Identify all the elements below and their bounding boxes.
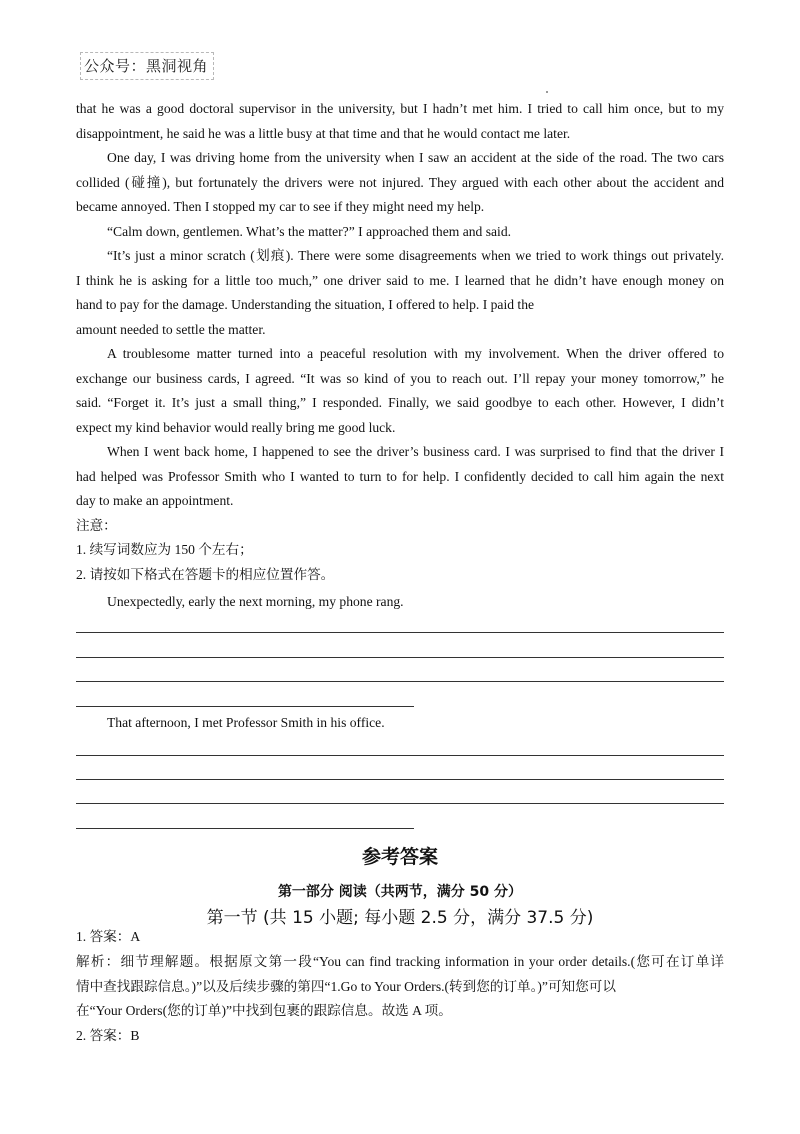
writing-line [76,681,724,682]
notes-item: 1. 续写词数应为 150 个左右； [76,542,253,557]
writing-line [76,779,724,780]
story-line: said. “Forget it. It’s just a small thing,” I responded. Finally, we said goodbye to each other. However, I didn’t [76,395,724,410]
prompt-paragraph-1: Unexpectedly, early the next morning, my phone rang. [107,594,404,609]
explanation-line: 解析：细节理解题。根据原文第一段“You can find tracking information in your order details.(您可在订单详 [76,954,724,969]
section-title: 第一节 (共 15 小题; 每小题 2.5 分，满分 37.5 分) [206,908,594,928]
writing-line [76,632,724,633]
story-line: A troublesome matter turned into a peaceful resolution with my involvement. When the driver offered to [107,346,724,361]
prompt-paragraph-2: That afternoon, I met Professor Smith in his office. [107,715,385,730]
story-line: expect my kind behavior would really bring me good luck. [76,420,396,435]
explanation-line: 在“Your Orders(您的订单)”中找到包裹的跟踪信息。故选 A 项。 [76,1003,452,1018]
writing-line [76,657,724,658]
notes-heading: 注意： [76,518,117,533]
story-line: amount needed to settle the matter. [76,322,266,337]
story-line: that he was a good doctoral supervisor in the university, but I hadn’t met him. I tried to call him once, but to my [76,101,724,116]
story-line: day to make an appointment. [76,493,234,508]
answers-title: 参考答案 [361,846,438,868]
writing-line [76,755,724,756]
story-line: When I went back home, I happened to see the driver’s business card. I was surprised to find that the driver I [107,444,724,459]
answer-line: 2. 答案：B [76,1028,140,1043]
story-line: became annoyed. Then I stopped my car to see if they might need my help. [76,199,485,214]
watermark-box [80,52,214,80]
explanation-line: 情中查找跟踪信息。)”以及后续步骤的第四“1.Go to Your Orders.(转到您的订单。)”可知您可以 [76,979,616,994]
answer-line: 1. 答案：A [76,929,141,944]
story-line: “It’s just a minor scratch (划痕). There were some disagreements when we tried to work things out privately. [107,248,724,263]
story-line: disappointment, he said he was a little busy at that time and that he would contact me later. [76,126,571,141]
part-title: 第一部分 阅读（共两节，满分 50 分） [277,884,523,900]
writing-line [76,828,414,829]
story-line: had helped was Professor Smith who I wanted to turn to for help. I confidently decided to call him again the next [76,469,724,484]
story-line: I think he is asking for a little too much,” one driver said to me. I learned that he didn’t have enough money on [76,273,724,288]
story-line: hand to pay for the damage. Understanding the situation, I offered to help. I paid the [76,297,535,312]
story-line: “Calm down, gentlemen. What’s the matter?” I approached them and said. [107,224,512,239]
notes-item: 2. 请按如下格式在答题卡的相应位置作答。 [76,567,335,582]
story-line: collided (碰撞), but fortunately the drivers were not injured. They argued with each other about the accident and [76,175,724,190]
story-line: One day, I was driving home from the university when I saw an accident at the side of the road. The two cars [107,150,724,165]
writing-line [76,803,724,804]
stray-mark [546,91,548,93]
writing-line [76,706,414,707]
story-line: exchange our business cards, I agreed. “It was so kind of you to reach out. I’ll repay your money tomorrow,” he [76,371,724,386]
watermark-text: 公众号：黑洞视角 [84,57,209,75]
